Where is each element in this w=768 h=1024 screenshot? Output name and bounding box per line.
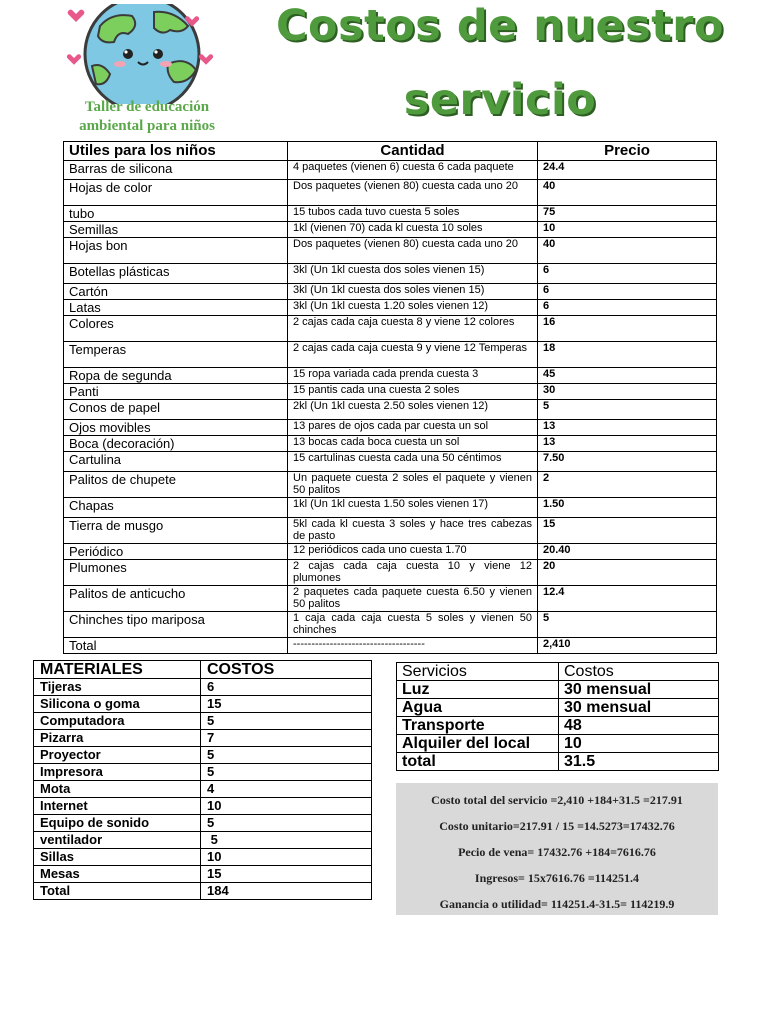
supplies-row xyxy=(64,544,717,560)
supplies-quantity-cell: 4 paquetes (vienen 6) cuesta 6 cada paquete xyxy=(288,161,538,180)
supplies-quantity-cell: 2 cajas cada caja cuesta 8 y viene 12 colores xyxy=(288,316,538,342)
materials-row xyxy=(34,696,372,713)
supplies-item-cell: Periódico xyxy=(64,544,288,560)
column-header-price: Precio xyxy=(538,142,717,161)
materials-name-cell: Internet xyxy=(34,798,201,815)
materials-row xyxy=(34,832,372,849)
calc-line-unit-cost: Costo unitario=217.91 / 15 =14.5273=17432.76 xyxy=(439,819,675,833)
supplies-price-cell: 13 xyxy=(538,420,717,436)
materials-cost-cell: 10 xyxy=(201,798,372,815)
services-name-cell: Transporte xyxy=(397,717,559,735)
supplies-row xyxy=(64,161,717,180)
supplies-quantity-cell: 1kl (Un 1kl cuesta 1.50 soles vienen 17) xyxy=(288,498,538,518)
supplies-quantity-cell: 2 paquetes cada paquete cuesta 6.50 y vienen 50 palitos xyxy=(288,586,538,612)
supplies-item-cell: Plumones xyxy=(64,560,288,586)
supplies-quantity-cell: Dos paquetes (vienen 80) cuesta cada uno 20 xyxy=(288,238,538,264)
supplies-row xyxy=(64,342,717,368)
supplies-price-cell: 13 xyxy=(538,436,717,452)
supplies-item-cell: Boca (decoración) xyxy=(64,436,288,452)
supplies-price-cell: 6 xyxy=(538,300,717,316)
column-header-items: Utiles para los niños xyxy=(64,142,288,161)
materials-row xyxy=(34,730,372,747)
services-table xyxy=(396,662,719,771)
materials-name-cell: Computadora xyxy=(34,713,201,730)
materials-cost-cell: 5 xyxy=(201,713,372,730)
materials-cost-cell: 5 xyxy=(201,764,372,781)
materials-row xyxy=(34,815,372,832)
supplies-quantity-cell: 13 bocas cada boca cuesta un sol xyxy=(288,436,538,452)
supplies-price-cell: 12.4 xyxy=(538,586,717,612)
supplies-price-cell: 40 xyxy=(538,180,717,206)
supplies-item-cell: tubo xyxy=(64,206,288,222)
supplies-table xyxy=(63,141,717,654)
materials-cost-cell: 7 xyxy=(201,730,372,747)
supplies-item-cell: Latas xyxy=(64,300,288,316)
materials-row xyxy=(34,713,372,730)
supplies-quantity-cell: 12 periódicos cada uno cuesta 1.70 xyxy=(288,544,538,560)
supplies-row xyxy=(64,264,717,284)
supplies-row xyxy=(64,560,717,586)
supplies-quantity-cell: Dos paquetes (vienen 80) cuesta cada uno 20 xyxy=(288,180,538,206)
materials-row xyxy=(34,781,372,798)
supplies-quantity-cell: 13 pares de ojos cada par cuesta un sol xyxy=(288,420,538,436)
materials-name-cell: Proyector xyxy=(34,747,201,764)
services-cost-cell: 30 mensual xyxy=(559,681,719,699)
supplies-item-cell: Palitos de chupete xyxy=(64,472,288,498)
column-header-materials: MATERIALES xyxy=(34,661,201,679)
materials-name-cell: Silicona o goma xyxy=(34,696,201,713)
supplies-header-row xyxy=(64,142,717,161)
supplies-item-cell: Ropa de segunda xyxy=(64,368,288,384)
supplies-row xyxy=(64,222,717,238)
calc-line-income: Ingresos= 15x7616.76 =114251.4 xyxy=(474,871,640,885)
supplies-row xyxy=(64,498,717,518)
materials-cost-cell: 15 xyxy=(201,696,372,713)
supplies-quantity-cell: 15 pantis cada una cuesta 2 soles xyxy=(288,384,538,400)
materials-name-cell: Total xyxy=(34,883,201,900)
supplies-price-cell: 40 xyxy=(538,238,717,264)
services-row xyxy=(397,717,719,735)
supplies-price-cell: 10 xyxy=(538,222,717,238)
supplies-price-cell: 16 xyxy=(538,316,717,342)
materials-name-cell: Impresora xyxy=(34,764,201,781)
supplies-price-cell: 24.4 xyxy=(538,161,717,180)
services-name-cell: Luz xyxy=(397,681,559,699)
supplies-row xyxy=(64,472,717,498)
page-title-line1: Costos de nuestro xyxy=(275,1,725,51)
services-cost-cell: 30 mensual xyxy=(559,699,719,717)
supplies-quantity-cell: 1kl (vienen 70) cada kl cuesta 10 soles xyxy=(288,222,538,238)
supplies-price-cell: 2 xyxy=(538,472,717,498)
services-row xyxy=(397,681,719,699)
supplies-item-cell: Conos de papel xyxy=(64,400,288,420)
materials-name-cell: Sillas xyxy=(34,849,201,866)
supplies-item-cell: Cartulina xyxy=(64,452,288,472)
materials-cost-cell: 5 xyxy=(201,747,372,764)
organization-name-line1: Taller de educación xyxy=(84,99,210,115)
column-header-quantity: Cantidad xyxy=(288,142,538,161)
services-name-cell: Alquiler del local xyxy=(397,735,559,753)
materials-cost-cell: 6 xyxy=(201,679,372,696)
supplies-price-cell: 75 xyxy=(538,206,717,222)
supplies-price-cell: 7.50 xyxy=(538,452,717,472)
supplies-quantity-cell: 2 cajas cada caja cuesta 9 y viene 12 Temperas xyxy=(288,342,538,368)
supplies-body xyxy=(64,161,717,654)
supplies-row xyxy=(64,436,717,452)
materials-cost-cell: 10 xyxy=(201,849,372,866)
supplies-quantity-cell: 15 cartulinas cuesta cada una 50 céntimos xyxy=(288,452,538,472)
supplies-price-cell: 1.50 xyxy=(538,498,717,518)
supplies-item-cell: Chapas xyxy=(64,498,288,518)
supplies-row xyxy=(64,180,717,206)
supplies-quantity-cell: 2 cajas cada caja cuesta 10 y viene 12 plumones xyxy=(288,560,538,586)
supplies-item-cell: Ojos movibles xyxy=(64,420,288,436)
services-cost-cell: 48 xyxy=(559,717,719,735)
supplies-price-cell: 30 xyxy=(538,384,717,400)
supplies-price-cell: 2,410 xyxy=(538,638,717,654)
materials-name-cell: Tijeras xyxy=(34,679,201,696)
services-name-cell: total xyxy=(397,753,559,771)
supplies-item-cell: Tierra de musgo xyxy=(64,518,288,544)
supplies-row xyxy=(64,420,717,436)
column-header-service-costs: Costos xyxy=(559,663,719,681)
supplies-item-cell: Total xyxy=(64,638,288,654)
materials-row xyxy=(34,679,372,696)
materials-name-cell: Mesas xyxy=(34,866,201,883)
supplies-price-cell: 15 xyxy=(538,518,717,544)
supplies-row xyxy=(64,206,717,222)
materials-cost-cell: 184 xyxy=(201,883,372,900)
calc-line-total-cost: Costo total del servicio =2,410 +184+31.5 =217.91 xyxy=(431,793,683,807)
supplies-quantity-cell: Un paquete cuesta 2 soles el paquete y vienen 50 palitos xyxy=(288,472,538,498)
calc-line-sale-price: Pecio de vena= 17432.76 +184=7616.76 xyxy=(458,845,656,859)
services-row xyxy=(397,699,719,717)
supplies-item-cell: Panti xyxy=(64,384,288,400)
supplies-item-cell: Colores xyxy=(64,316,288,342)
services-body xyxy=(397,681,719,771)
materials-row xyxy=(34,883,372,900)
supplies-item-cell: Palitos de anticucho xyxy=(64,586,288,612)
supplies-price-cell: 5 xyxy=(538,612,717,638)
materials-row xyxy=(34,764,372,781)
supplies-quantity-cell: 5kl cada kl cuesta 3 soles y hace tres cabezas de pasto xyxy=(288,518,538,544)
supplies-quantity-cell: 1 caja cada caja cuesta 5 soles y vienen 50 chinches xyxy=(288,612,538,638)
supplies-quantity-cell: ------------------------------------ xyxy=(288,638,538,654)
heart-icon xyxy=(62,4,232,104)
supplies-quantity-cell: 2kl (Un 1kl cuesta 2.50 soles vienen 12) xyxy=(288,400,538,420)
supplies-row xyxy=(64,368,717,384)
organization-name xyxy=(58,98,236,136)
supplies-price-cell: 20 xyxy=(538,560,717,586)
materials-table xyxy=(33,660,372,900)
supplies-item-cell: Botellas plásticas xyxy=(64,264,288,284)
supplies-row xyxy=(64,586,717,612)
column-header-services: Servicios xyxy=(397,663,559,681)
page-title-line2: servicio xyxy=(403,75,597,125)
services-header-row xyxy=(397,663,719,681)
materials-row xyxy=(34,747,372,764)
services-row xyxy=(397,735,719,753)
supplies-price-cell: 6 xyxy=(538,264,717,284)
supplies-row xyxy=(64,384,717,400)
supplies-quantity-cell: 3kl (Un 1kl cuesta dos soles vienen 15) xyxy=(288,284,538,300)
materials-header-row xyxy=(34,661,372,679)
supplies-price-cell: 45 xyxy=(538,368,717,384)
supplies-item-cell: Hojas bon xyxy=(64,238,288,264)
materials-cost-cell: 5 xyxy=(201,832,372,849)
supplies-row xyxy=(64,638,717,654)
supplies-item-cell: Hojas de color xyxy=(64,180,288,206)
materials-name-cell: Equipo de sonido xyxy=(34,815,201,832)
supplies-quantity-cell: 15 tubos cada tuvo cuesta 5 soles xyxy=(288,206,538,222)
supplies-row xyxy=(64,300,717,316)
supplies-price-cell: 20.40 xyxy=(538,544,717,560)
supplies-row xyxy=(64,284,717,300)
supplies-row xyxy=(64,452,717,472)
supplies-item-cell: Cartón xyxy=(64,284,288,300)
supplies-row xyxy=(64,316,717,342)
services-row xyxy=(397,753,719,771)
supplies-row xyxy=(64,518,717,544)
materials-name-cell: Mota xyxy=(34,781,201,798)
supplies-item-cell: Chinches tipo mariposa xyxy=(64,612,288,638)
services-cost-cell: 31.5 xyxy=(559,753,719,771)
calc-line-profit: Ganancia o utilidad= 114251.4-31.5= 114219.9 xyxy=(439,897,675,911)
supplies-quantity-cell: 15 ropa variada cada prenda cuesta 3 xyxy=(288,368,538,384)
supplies-item-cell: Temperas xyxy=(64,342,288,368)
supplies-row xyxy=(64,612,717,638)
materials-cost-cell: 5 xyxy=(201,815,372,832)
materials-row xyxy=(34,798,372,815)
supplies-price-cell: 18 xyxy=(538,342,717,368)
materials-name-cell: Pizarra xyxy=(34,730,201,747)
materials-cost-cell: 4 xyxy=(201,781,372,798)
services-name-cell: Agua xyxy=(397,699,559,717)
materials-body xyxy=(34,679,372,900)
supplies-quantity-cell: 3kl (Un 1kl cuesta 1.20 soles vienen 12) xyxy=(288,300,538,316)
materials-cost-cell: 15 xyxy=(201,866,372,883)
calculations-box xyxy=(396,783,718,915)
materials-row xyxy=(34,866,372,883)
materials-name-cell: ventilador xyxy=(34,832,201,849)
services-cost-cell: 10 xyxy=(559,735,719,753)
supplies-price-cell: 5 xyxy=(538,400,717,420)
supplies-row xyxy=(64,238,717,264)
organization-name-line2: ambiental para niños xyxy=(79,118,215,134)
supplies-price-cell: 6 xyxy=(538,284,717,300)
supplies-row xyxy=(64,400,717,420)
materials-row xyxy=(34,849,372,866)
supplies-item-cell: Semillas xyxy=(64,222,288,238)
supplies-item-cell: Barras de silicona xyxy=(64,161,288,180)
column-header-costs: COSTOS xyxy=(201,661,372,679)
supplies-quantity-cell: 3kl (Un 1kl cuesta dos soles vienen 15) xyxy=(288,264,538,284)
